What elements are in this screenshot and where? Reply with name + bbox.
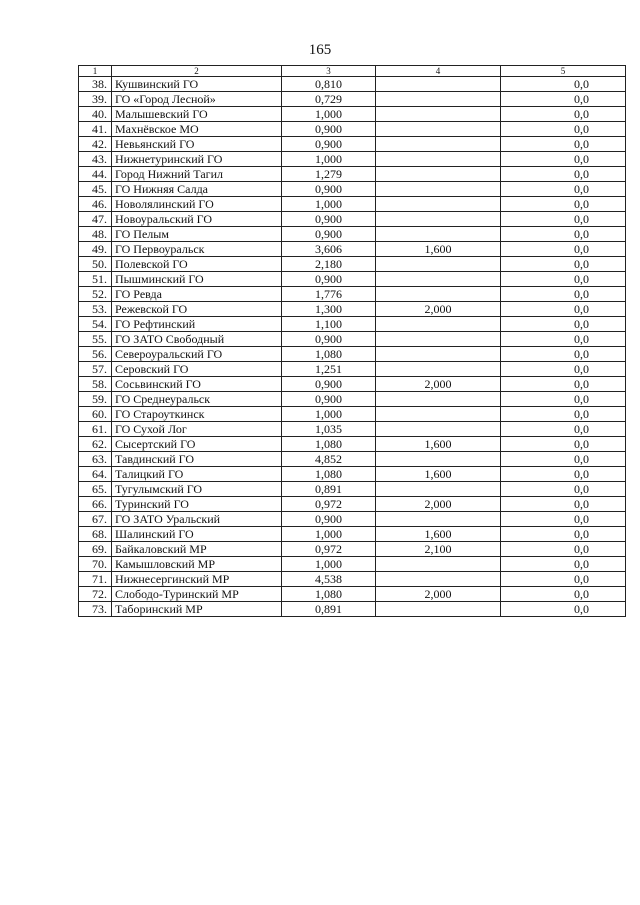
column-3-value-cell: 0,972: [282, 497, 376, 512]
column-3-value-cell: 1,300: [282, 302, 376, 317]
row-number-cell: 64.: [79, 467, 112, 482]
table-row: [79, 467, 626, 482]
column-4-value-cell: 1,600: [376, 467, 501, 482]
table-row: [79, 572, 626, 587]
municipality-name-cell: Полевской ГО: [112, 257, 282, 272]
column-4-value-cell: [376, 197, 501, 212]
column-5-value-cell: 0,0: [501, 392, 626, 407]
column-5-value-cell: 0,0: [501, 227, 626, 242]
municipality-name-cell: ГО ЗАТО Свободный: [112, 332, 282, 347]
municipality-name-cell: ГО Староуткинск: [112, 407, 282, 422]
column-5-value-cell: 0,0: [501, 347, 626, 362]
column-3-value-cell: 1,000: [282, 107, 376, 122]
table-row: [79, 302, 626, 317]
table-row: [79, 587, 626, 602]
row-number-cell: 66.: [79, 497, 112, 512]
column-3-value-cell: 1,080: [282, 347, 376, 362]
column-5-value-cell: 0,0: [501, 422, 626, 437]
column-5-value-cell: 0,0: [501, 317, 626, 332]
municipality-name-cell: Малышевский ГО: [112, 107, 282, 122]
row-number-cell: 62.: [79, 437, 112, 452]
column-5-value-cell: 0,0: [501, 287, 626, 302]
table-row: [79, 287, 626, 302]
column-5-value-cell: 0,0: [501, 137, 626, 152]
table-row: [79, 107, 626, 122]
column-3-value-cell: 1,251: [282, 362, 376, 377]
column-5-value-cell: 0,0: [501, 272, 626, 287]
municipality-name-cell: Невьянский ГО: [112, 137, 282, 152]
column-3-value-cell: 0,900: [282, 512, 376, 527]
column-3-value-cell: 1,100: [282, 317, 376, 332]
row-number-cell: 41.: [79, 122, 112, 137]
table-row: [79, 167, 626, 182]
table-row: [79, 347, 626, 362]
column-3-value-cell: 0,729: [282, 92, 376, 107]
table-header: [79, 66, 626, 77]
column-5-value-cell: 0,0: [501, 197, 626, 212]
row-number-cell: 73.: [79, 602, 112, 617]
column-4-value-cell: [376, 572, 501, 587]
column-3-value-cell: 1,000: [282, 557, 376, 572]
row-number-cell: 43.: [79, 152, 112, 167]
table-row: [79, 77, 626, 92]
column-5-value-cell: 0,0: [501, 437, 626, 452]
column-4-value-cell: [376, 152, 501, 167]
municipality-name-cell: Новолялинский ГО: [112, 197, 282, 212]
row-number-cell: 65.: [79, 482, 112, 497]
column-4-value-cell: 2,000: [376, 587, 501, 602]
table-row: [79, 227, 626, 242]
row-number-cell: 56.: [79, 347, 112, 362]
column-4-value-cell: [376, 107, 501, 122]
row-number-cell: 71.: [79, 572, 112, 587]
column-3-value-cell: 0,972: [282, 542, 376, 557]
column-5-value-cell: 0,0: [501, 602, 626, 617]
column-5-value-cell: 0,0: [501, 497, 626, 512]
table-row: [79, 512, 626, 527]
municipality-name-cell: Город Нижний Тагил: [112, 167, 282, 182]
column-header-3: 3: [282, 66, 376, 77]
municipality-name-cell: Сысертский ГО: [112, 437, 282, 452]
column-5-value-cell: 0,0: [501, 557, 626, 572]
column-3-value-cell: 1,080: [282, 467, 376, 482]
column-3-value-cell: 1,776: [282, 287, 376, 302]
row-number-cell: 47.: [79, 212, 112, 227]
row-number-cell: 51.: [79, 272, 112, 287]
column-5-value-cell: 0,0: [501, 77, 626, 92]
column-3-value-cell: 1,000: [282, 197, 376, 212]
column-3-value-cell: 3,606: [282, 242, 376, 257]
column-4-value-cell: [376, 257, 501, 272]
column-4-value-cell: [376, 287, 501, 302]
table-row: [79, 212, 626, 227]
column-4-value-cell: [376, 512, 501, 527]
column-3-value-cell: 0,900: [282, 272, 376, 287]
municipality-name-cell: Новоуральский ГО: [112, 212, 282, 227]
municipality-name-cell: Слободо-Туринский МР: [112, 587, 282, 602]
table-row: [79, 122, 626, 137]
column-5-value-cell: 0,0: [501, 482, 626, 497]
row-number-cell: 39.: [79, 92, 112, 107]
row-number-cell: 53.: [79, 302, 112, 317]
row-number-cell: 57.: [79, 362, 112, 377]
column-5-value-cell: 0,0: [501, 467, 626, 482]
municipality-name-cell: Серовский ГО: [112, 362, 282, 377]
column-4-value-cell: 2,000: [376, 497, 501, 512]
municipality-name-cell: ГО Пелым: [112, 227, 282, 242]
column-5-value-cell: 0,0: [501, 407, 626, 422]
header-row: [79, 66, 626, 77]
column-5-value-cell: 0,0: [501, 242, 626, 257]
table-row: [79, 377, 626, 392]
column-5-value-cell: 0,0: [501, 452, 626, 467]
column-5-value-cell: 0,0: [501, 152, 626, 167]
column-4-value-cell: [376, 137, 501, 152]
column-4-value-cell: [376, 332, 501, 347]
column-5-value-cell: 0,0: [501, 542, 626, 557]
column-4-value-cell: [376, 182, 501, 197]
municipality-name-cell: ГО Сухой Лог: [112, 422, 282, 437]
column-4-value-cell: [376, 272, 501, 287]
column-3-value-cell: 0,891: [282, 602, 376, 617]
column-3-value-cell: 1,279: [282, 167, 376, 182]
row-number-cell: 45.: [79, 182, 112, 197]
table-row: [79, 392, 626, 407]
column-4-value-cell: 2,000: [376, 302, 501, 317]
table-row: [79, 272, 626, 287]
column-3-value-cell: 0,900: [282, 182, 376, 197]
municipality-name-cell: ГО Первоуральск: [112, 242, 282, 257]
row-number-cell: 42.: [79, 137, 112, 152]
row-number-cell: 61.: [79, 422, 112, 437]
table-row: [79, 527, 626, 542]
municipality-name-cell: Режевской ГО: [112, 302, 282, 317]
table-row: [79, 542, 626, 557]
column-header-4: 4: [376, 66, 501, 77]
row-number-cell: 67.: [79, 512, 112, 527]
municipality-name-cell: Таборинский МР: [112, 602, 282, 617]
column-3-value-cell: 1,000: [282, 527, 376, 542]
column-3-value-cell: 4,538: [282, 572, 376, 587]
municipality-name-cell: Нижнесергинский МР: [112, 572, 282, 587]
municipality-name-cell: Байкаловский МР: [112, 542, 282, 557]
column-4-value-cell: [376, 602, 501, 617]
column-3-value-cell: 1,080: [282, 437, 376, 452]
table-row: [79, 242, 626, 257]
table-row: [79, 92, 626, 107]
column-4-value-cell: 2,000: [376, 377, 501, 392]
row-number-cell: 55.: [79, 332, 112, 347]
row-number-cell: 50.: [79, 257, 112, 272]
column-5-value-cell: 0,0: [501, 212, 626, 227]
municipality-name-cell: Тавдинский ГО: [112, 452, 282, 467]
municipality-name-cell: Талицкий ГО: [112, 467, 282, 482]
column-header-5: 5: [501, 66, 626, 77]
column-4-value-cell: [376, 167, 501, 182]
table-row: [79, 197, 626, 212]
column-3-value-cell: 1,000: [282, 407, 376, 422]
column-3-value-cell: 0,900: [282, 377, 376, 392]
municipality-name-cell: Кушвинский ГО: [112, 77, 282, 92]
column-4-value-cell: [376, 227, 501, 242]
column-5-value-cell: 0,0: [501, 572, 626, 587]
municipality-name-cell: ГО «Город Лесной»: [112, 92, 282, 107]
column-4-value-cell: [376, 407, 501, 422]
row-number-cell: 72.: [79, 587, 112, 602]
column-5-value-cell: 0,0: [501, 122, 626, 137]
row-number-cell: 44.: [79, 167, 112, 182]
column-3-value-cell: 2,180: [282, 257, 376, 272]
column-4-value-cell: [376, 422, 501, 437]
column-3-value-cell: 0,900: [282, 332, 376, 347]
column-5-value-cell: 0,0: [501, 257, 626, 272]
table-row: [79, 152, 626, 167]
column-5-value-cell: 0,0: [501, 302, 626, 317]
row-number-cell: 54.: [79, 317, 112, 332]
column-3-value-cell: 1,000: [282, 152, 376, 167]
row-number-cell: 38.: [79, 77, 112, 92]
row-number-cell: 46.: [79, 197, 112, 212]
row-number-cell: 63.: [79, 452, 112, 467]
table-row: [79, 317, 626, 332]
column-5-value-cell: 0,0: [501, 107, 626, 122]
column-4-value-cell: [376, 347, 501, 362]
column-5-value-cell: 0,0: [501, 167, 626, 182]
row-number-cell: 68.: [79, 527, 112, 542]
column-4-value-cell: [376, 122, 501, 137]
row-number-cell: 59.: [79, 392, 112, 407]
row-number-cell: 60.: [79, 407, 112, 422]
column-4-value-cell: 2,100: [376, 542, 501, 557]
column-3-value-cell: 0,900: [282, 122, 376, 137]
column-5-value-cell: 0,0: [501, 587, 626, 602]
table-row: [79, 137, 626, 152]
data-table: [78, 65, 626, 617]
column-4-value-cell: 1,600: [376, 242, 501, 257]
municipality-name-cell: Махнёвское МО: [112, 122, 282, 137]
municipality-name-cell: Тугулымский ГО: [112, 482, 282, 497]
column-3-value-cell: 1,035: [282, 422, 376, 437]
municipality-name-cell: ГО Ревда: [112, 287, 282, 302]
row-number-cell: 70.: [79, 557, 112, 572]
municipality-name-cell: ГО Нижняя Салда: [112, 182, 282, 197]
column-5-value-cell: 0,0: [501, 527, 626, 542]
table-body: [79, 77, 626, 617]
municipality-name-cell: ГО ЗАТО Уральский: [112, 512, 282, 527]
column-3-value-cell: 0,900: [282, 227, 376, 242]
column-4-value-cell: [376, 77, 501, 92]
column-3-value-cell: 0,900: [282, 212, 376, 227]
column-3-value-cell: 0,891: [282, 482, 376, 497]
column-4-value-cell: [376, 452, 501, 467]
column-3-value-cell: 0,900: [282, 392, 376, 407]
column-4-value-cell: 1,600: [376, 527, 501, 542]
column-4-value-cell: [376, 482, 501, 497]
table-row: [79, 182, 626, 197]
municipality-name-cell: Шалинский ГО: [112, 527, 282, 542]
table-row: [79, 407, 626, 422]
page-number: 165: [308, 42, 332, 58]
column-5-value-cell: 0,0: [501, 182, 626, 197]
municipality-name-cell: Североуральский ГО: [112, 347, 282, 362]
column-5-value-cell: 0,0: [501, 362, 626, 377]
row-number-cell: 40.: [79, 107, 112, 122]
column-4-value-cell: [376, 212, 501, 227]
column-5-value-cell: 0,0: [501, 377, 626, 392]
column-3-value-cell: 0,810: [282, 77, 376, 92]
row-number-cell: 52.: [79, 287, 112, 302]
row-number-cell: 48.: [79, 227, 112, 242]
column-4-value-cell: [376, 92, 501, 107]
column-5-value-cell: 0,0: [501, 332, 626, 347]
municipality-name-cell: Камышловский МР: [112, 557, 282, 572]
municipality-name-cell: Сосьвинский ГО: [112, 377, 282, 392]
table-row: [79, 362, 626, 377]
table-row: [79, 482, 626, 497]
table-row: [79, 497, 626, 512]
row-number-cell: 69.: [79, 542, 112, 557]
column-5-value-cell: 0,0: [501, 512, 626, 527]
column-3-value-cell: 0,900: [282, 137, 376, 152]
municipality-name-cell: Нижнетуринский ГО: [112, 152, 282, 167]
table-row: [79, 452, 626, 467]
column-4-value-cell: [376, 362, 501, 377]
municipality-name-cell: ГО Среднеуральск: [112, 392, 282, 407]
municipality-name-cell: Пышминский ГО: [112, 272, 282, 287]
column-5-value-cell: 0,0: [501, 92, 626, 107]
row-number-cell: 49.: [79, 242, 112, 257]
row-number-cell: 58.: [79, 377, 112, 392]
table-row: [79, 332, 626, 347]
column-4-value-cell: [376, 317, 501, 332]
column-4-value-cell: 1,600: [376, 437, 501, 452]
column-header-2: 2: [112, 66, 282, 77]
table-row: [79, 437, 626, 452]
column-4-value-cell: [376, 557, 501, 572]
table-row: [79, 602, 626, 617]
column-header-1: 1: [79, 66, 112, 77]
table-row: [79, 557, 626, 572]
column-3-value-cell: 1,080: [282, 587, 376, 602]
municipality-name-cell: ГО Рефтинский: [112, 317, 282, 332]
table-row: [79, 257, 626, 272]
table-row: [79, 422, 626, 437]
column-3-value-cell: 4,852: [282, 452, 376, 467]
column-4-value-cell: [376, 392, 501, 407]
municipality-name-cell: Туринский ГО: [112, 497, 282, 512]
